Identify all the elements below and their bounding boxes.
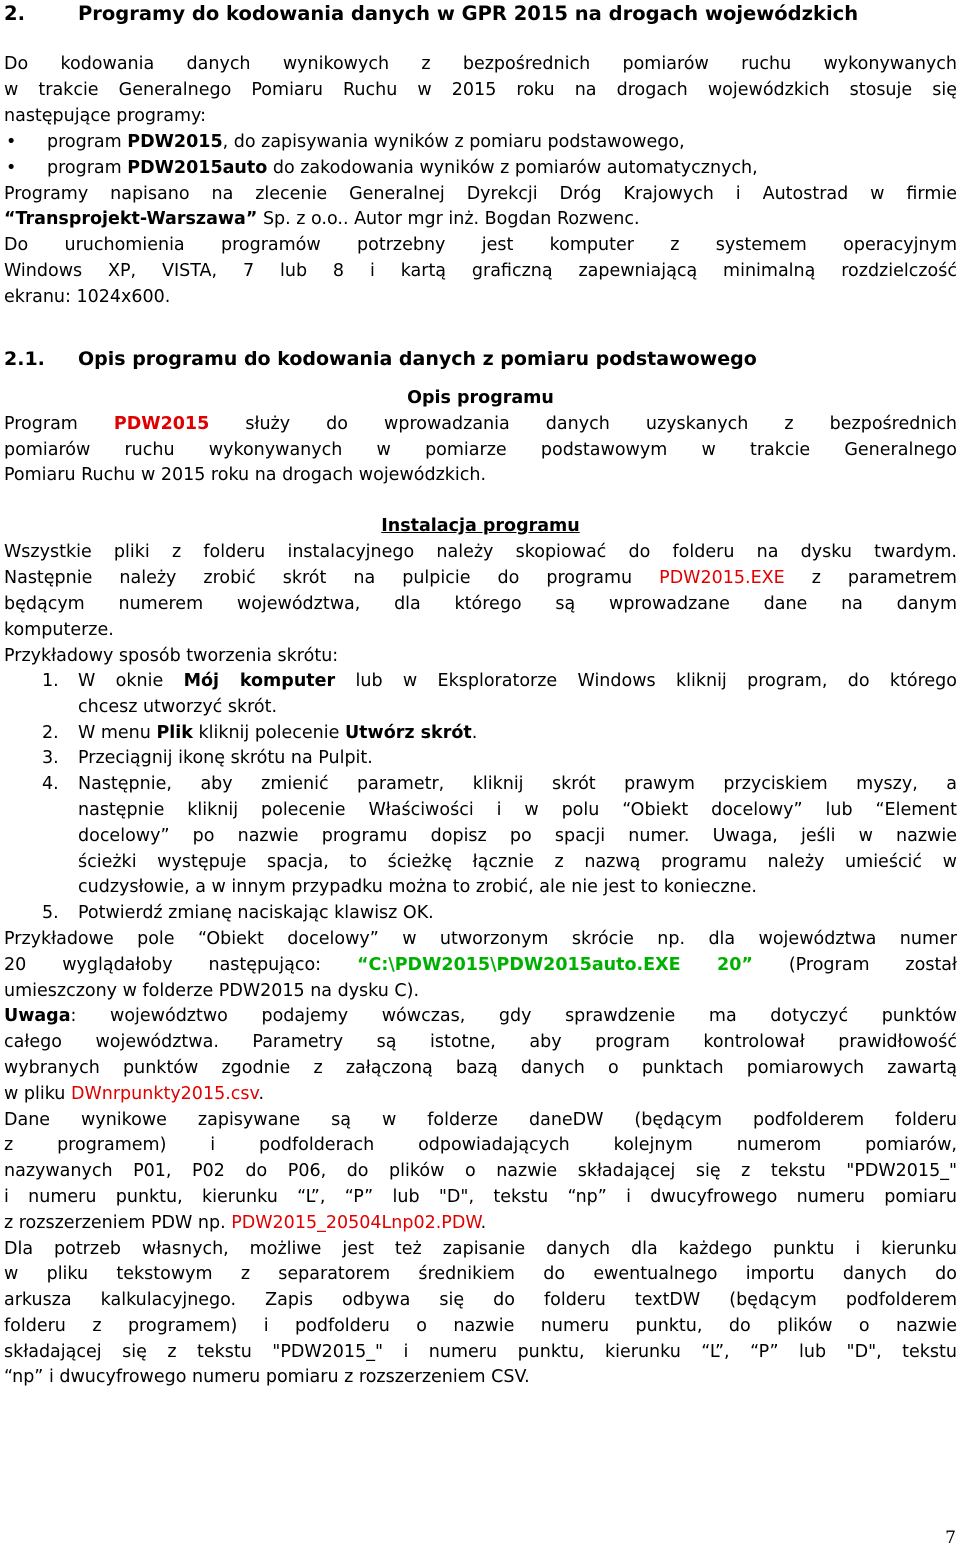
- text-run: Sp. z o.o.. Autor mgr inż. Bogdan Rozwenc.: [257, 209, 640, 229]
- list-number: 1.: [42, 671, 59, 691]
- paragraph-line: Przykładowe pole “Obiekt docelowy” w utworzonym skrócie np. dla województwa numer: [4, 929, 957, 949]
- text-run: W oknie: [78, 671, 184, 691]
- company-name: “Transprojekt-Warszawa”: [4, 209, 258, 229]
- bullet-glyph: •: [6, 158, 17, 178]
- bullet-glyph: •: [6, 132, 17, 152]
- text-run: : województwo podajemy wówczas, gdy sprawdzenie ma dotyczyć punktów: [70, 1006, 957, 1026]
- paragraph-line: w pliku tekstowym z separatorem średnikiem do ewentualnego importu danych do: [4, 1264, 957, 1284]
- paragraph-line: “np” i dwucyfrowego numeru pomiaru z rozszerzeniem CSV.: [4, 1367, 530, 1387]
- bullet-text: [47, 155, 758, 181]
- paragraph-line: i numeru punktu, kierunku “L”, “P” lub "D", tekstu “np” i dwucyfrowego numeru pomiaru: [4, 1187, 957, 1207]
- subsection-title: Instalacja programu: [381, 516, 580, 536]
- section-number: 2.1.: [4, 348, 45, 370]
- page-number: 7: [945, 1528, 956, 1548]
- bullet-item: [4, 129, 957, 155]
- chapter-number: 2.: [4, 2, 25, 25]
- program-name: PDW2015: [113, 414, 210, 434]
- paragraph-line: nazywanych P01, P02 do P06, do plików o nazwie składającej się z tekstu "PDW2015_": [4, 1161, 957, 1181]
- note-label: Uwaga: [4, 1006, 71, 1026]
- paragraph-line: w trakcie Generalnego Pomiaru Ruchu w 2015 roku na drogach wojewódzkich stosuje się: [4, 80, 957, 100]
- paragraph-line: Windows XP, VISTA, 7 lub 8 i kartą graficzną zapewniającą minimalną rozdzielczość: [4, 261, 957, 281]
- section-heading: [4, 346, 957, 372]
- list-item-continuation: docelowy” po nazwie programu dopisz po spacji numer. Uwaga, jeśli w nazwie: [78, 826, 957, 846]
- text-run: kliknij polecenie: [192, 723, 345, 743]
- text-run: Program: [4, 414, 114, 434]
- text-run: W menu: [78, 723, 157, 743]
- ui-term: Plik: [156, 723, 193, 743]
- list-item: [4, 720, 957, 746]
- section-title: Opis programu do kodowania danych z pomiaru podstawowego: [78, 348, 757, 370]
- text-run: w pliku: [4, 1084, 71, 1104]
- paragraph-line: folderu z programem) i podfolderu o nazwie numeru punktu, do plików o nazwie: [4, 1316, 957, 1336]
- chapter-heading: [4, 1, 957, 27]
- list-number: 4.: [42, 774, 59, 794]
- paragraph-line: Wszystkie pliki z folderu instalacyjnego należy skopiować do folderu na dysku twardym.: [4, 542, 957, 562]
- list-item-continuation: cudzysłowie, a w innym przypadku można to zrobić, ale nie jest to konieczne.: [78, 877, 757, 897]
- text-run: lub w Eksploratorze Windows kliknij program, do którego: [335, 671, 957, 691]
- list-number: 3.: [42, 748, 59, 768]
- paragraph-line: [4, 1081, 957, 1107]
- paragraph-line: będącym numerem województwa, dla którego są wprowadzane dane na danym: [4, 594, 957, 614]
- list-text: Następnie, aby zmienić parametr, kliknij skrót prawym przyciskiem myszy, a: [78, 774, 957, 794]
- ui-term: Utwórz skrót: [344, 723, 472, 743]
- list-item: [4, 668, 957, 694]
- paragraph-line: wybranych punktów zgodnie z załączoną bazą danych o punktach pomiarowych zawartą: [4, 1058, 957, 1078]
- text-run: program: [47, 132, 128, 152]
- list-text: [78, 720, 957, 746]
- text-run: , do zapisywania wyników z pomiaru podstawowego,: [222, 132, 685, 152]
- paragraph-line: [4, 411, 957, 437]
- text-run: (Program został: [752, 955, 957, 975]
- text-run: .: [471, 723, 478, 743]
- file-name: PDW2015_20504Lnp02.PDW: [231, 1213, 481, 1233]
- paragraph-line: następujące programy:: [4, 106, 206, 126]
- paragraph-line: całego województwa. Parametry są istotne, aby program kontrolował prawidłowość: [4, 1032, 957, 1052]
- paragraph-line: Pomiaru Ruchu w 2015 roku na drogach wojewódzkich.: [4, 465, 487, 485]
- list-text: [78, 668, 957, 694]
- file-name: DWnrpunkty2015.csv: [70, 1084, 259, 1104]
- text-run: .: [480, 1213, 487, 1233]
- paragraph-line: z programem) i podfolderach odpowiadających kolejnym numerom pomiarów,: [4, 1135, 957, 1155]
- paragraph-line: Programy napisano na zlecenie Generalnej Dyrekcji Dróg Krajowych i Autostrad w firmie: [4, 184, 957, 204]
- program-file: PDW2015.EXE: [659, 568, 785, 588]
- list-number: 2.: [42, 723, 59, 743]
- list-item-continuation: ścieżki występuje spacja, to ścieżkę łącznie z nazwą programu należy umieścić w: [78, 852, 957, 872]
- list-text: Potwierdź zmianę naciskając klawisz OK.: [78, 903, 434, 923]
- paragraph-line: [4, 565, 957, 591]
- list-item: [4, 900, 957, 926]
- subsection-title: Opis programu: [407, 388, 554, 408]
- paragraph-line: [4, 1210, 957, 1236]
- list-item: [4, 771, 957, 797]
- list-text: Przeciągnij ikonę skrótu na Pulpit.: [78, 748, 373, 768]
- text-run: .: [258, 1084, 265, 1104]
- text-run: do zakodowania wyników z pomiarów automatycznych,: [267, 158, 758, 178]
- bullet-item: [4, 155, 957, 181]
- list-item-continuation: następnie kliknij polecenie Właściwości i w polu “Obiekt docelowy” lub “Element: [78, 800, 957, 820]
- list-item-continuation: chcesz utworzyć skrót.: [78, 697, 278, 717]
- paragraph-line: Przykładowy sposób tworzenia skrótu:: [4, 646, 339, 666]
- paragraph-line: Dla potrzeb własnych, możliwe jest też zapisanie danych dla każdego punktu i kierunku: [4, 1239, 957, 1259]
- shortcut-target-example: “C:\PDW2015\PDW2015auto.EXE 20”: [357, 955, 753, 975]
- list-item: [4, 745, 957, 771]
- text-run: program: [47, 158, 128, 178]
- paragraph-line: składającej się z tekstu "PDW2015_" i numeru punktu, kierunku “L”, “P” lub "D", tekstu: [4, 1342, 957, 1362]
- text-run: z parametrem: [784, 568, 957, 588]
- paragraph-line: [4, 1003, 957, 1029]
- paragraph-line: Do kodowania danych wynikowych z bezpośrednich pomiarów ruchu wykonywanych: [4, 54, 957, 74]
- chapter-title: Programy do kodowania danych w GPR 2015 na drogach wojewódzkich: [78, 2, 859, 25]
- text-run: służy do wprowadzania danych uzyskanych z bezpośrednich: [209, 414, 957, 434]
- bullet-text: [47, 129, 685, 155]
- paragraph-line: ekranu: 1024x600.: [4, 287, 171, 307]
- paragraph-line: arkusza kalkulacyjnego. Zapis odbywa się do folderu textDW (będącym podfolderem: [4, 1290, 957, 1310]
- program-name: PDW2015auto: [127, 158, 268, 178]
- paragraph-line: [4, 206, 957, 232]
- list-number: 5.: [42, 903, 59, 923]
- paragraph-line: [4, 952, 957, 978]
- text-run: z rozszerzeniem PDW np.: [4, 1213, 232, 1233]
- text-run: Następnie należy zrobić skrót na pulpicie do programu: [4, 568, 660, 588]
- ui-term: Mój komputer: [183, 671, 336, 691]
- paragraph-line: komputerze.: [4, 620, 114, 640]
- paragraph-line: umieszczony w folderze PDW2015 na dysku C).: [4, 981, 420, 1001]
- paragraph-line: Dane wynikowe zapisywane są w folderze daneDW (będącym podfolderem folderu: [4, 1110, 957, 1130]
- text-run: 20 wyglądałoby następująco:: [4, 955, 357, 975]
- paragraph-line: pomiarów ruchu wykonywanych w pomiarze podstawowym w trakcie Generalnego: [4, 440, 957, 460]
- paragraph-line: Do uruchomienia programów potrzebny jest komputer z systemem operacyjnym: [4, 235, 957, 255]
- program-name: PDW2015: [127, 132, 223, 152]
